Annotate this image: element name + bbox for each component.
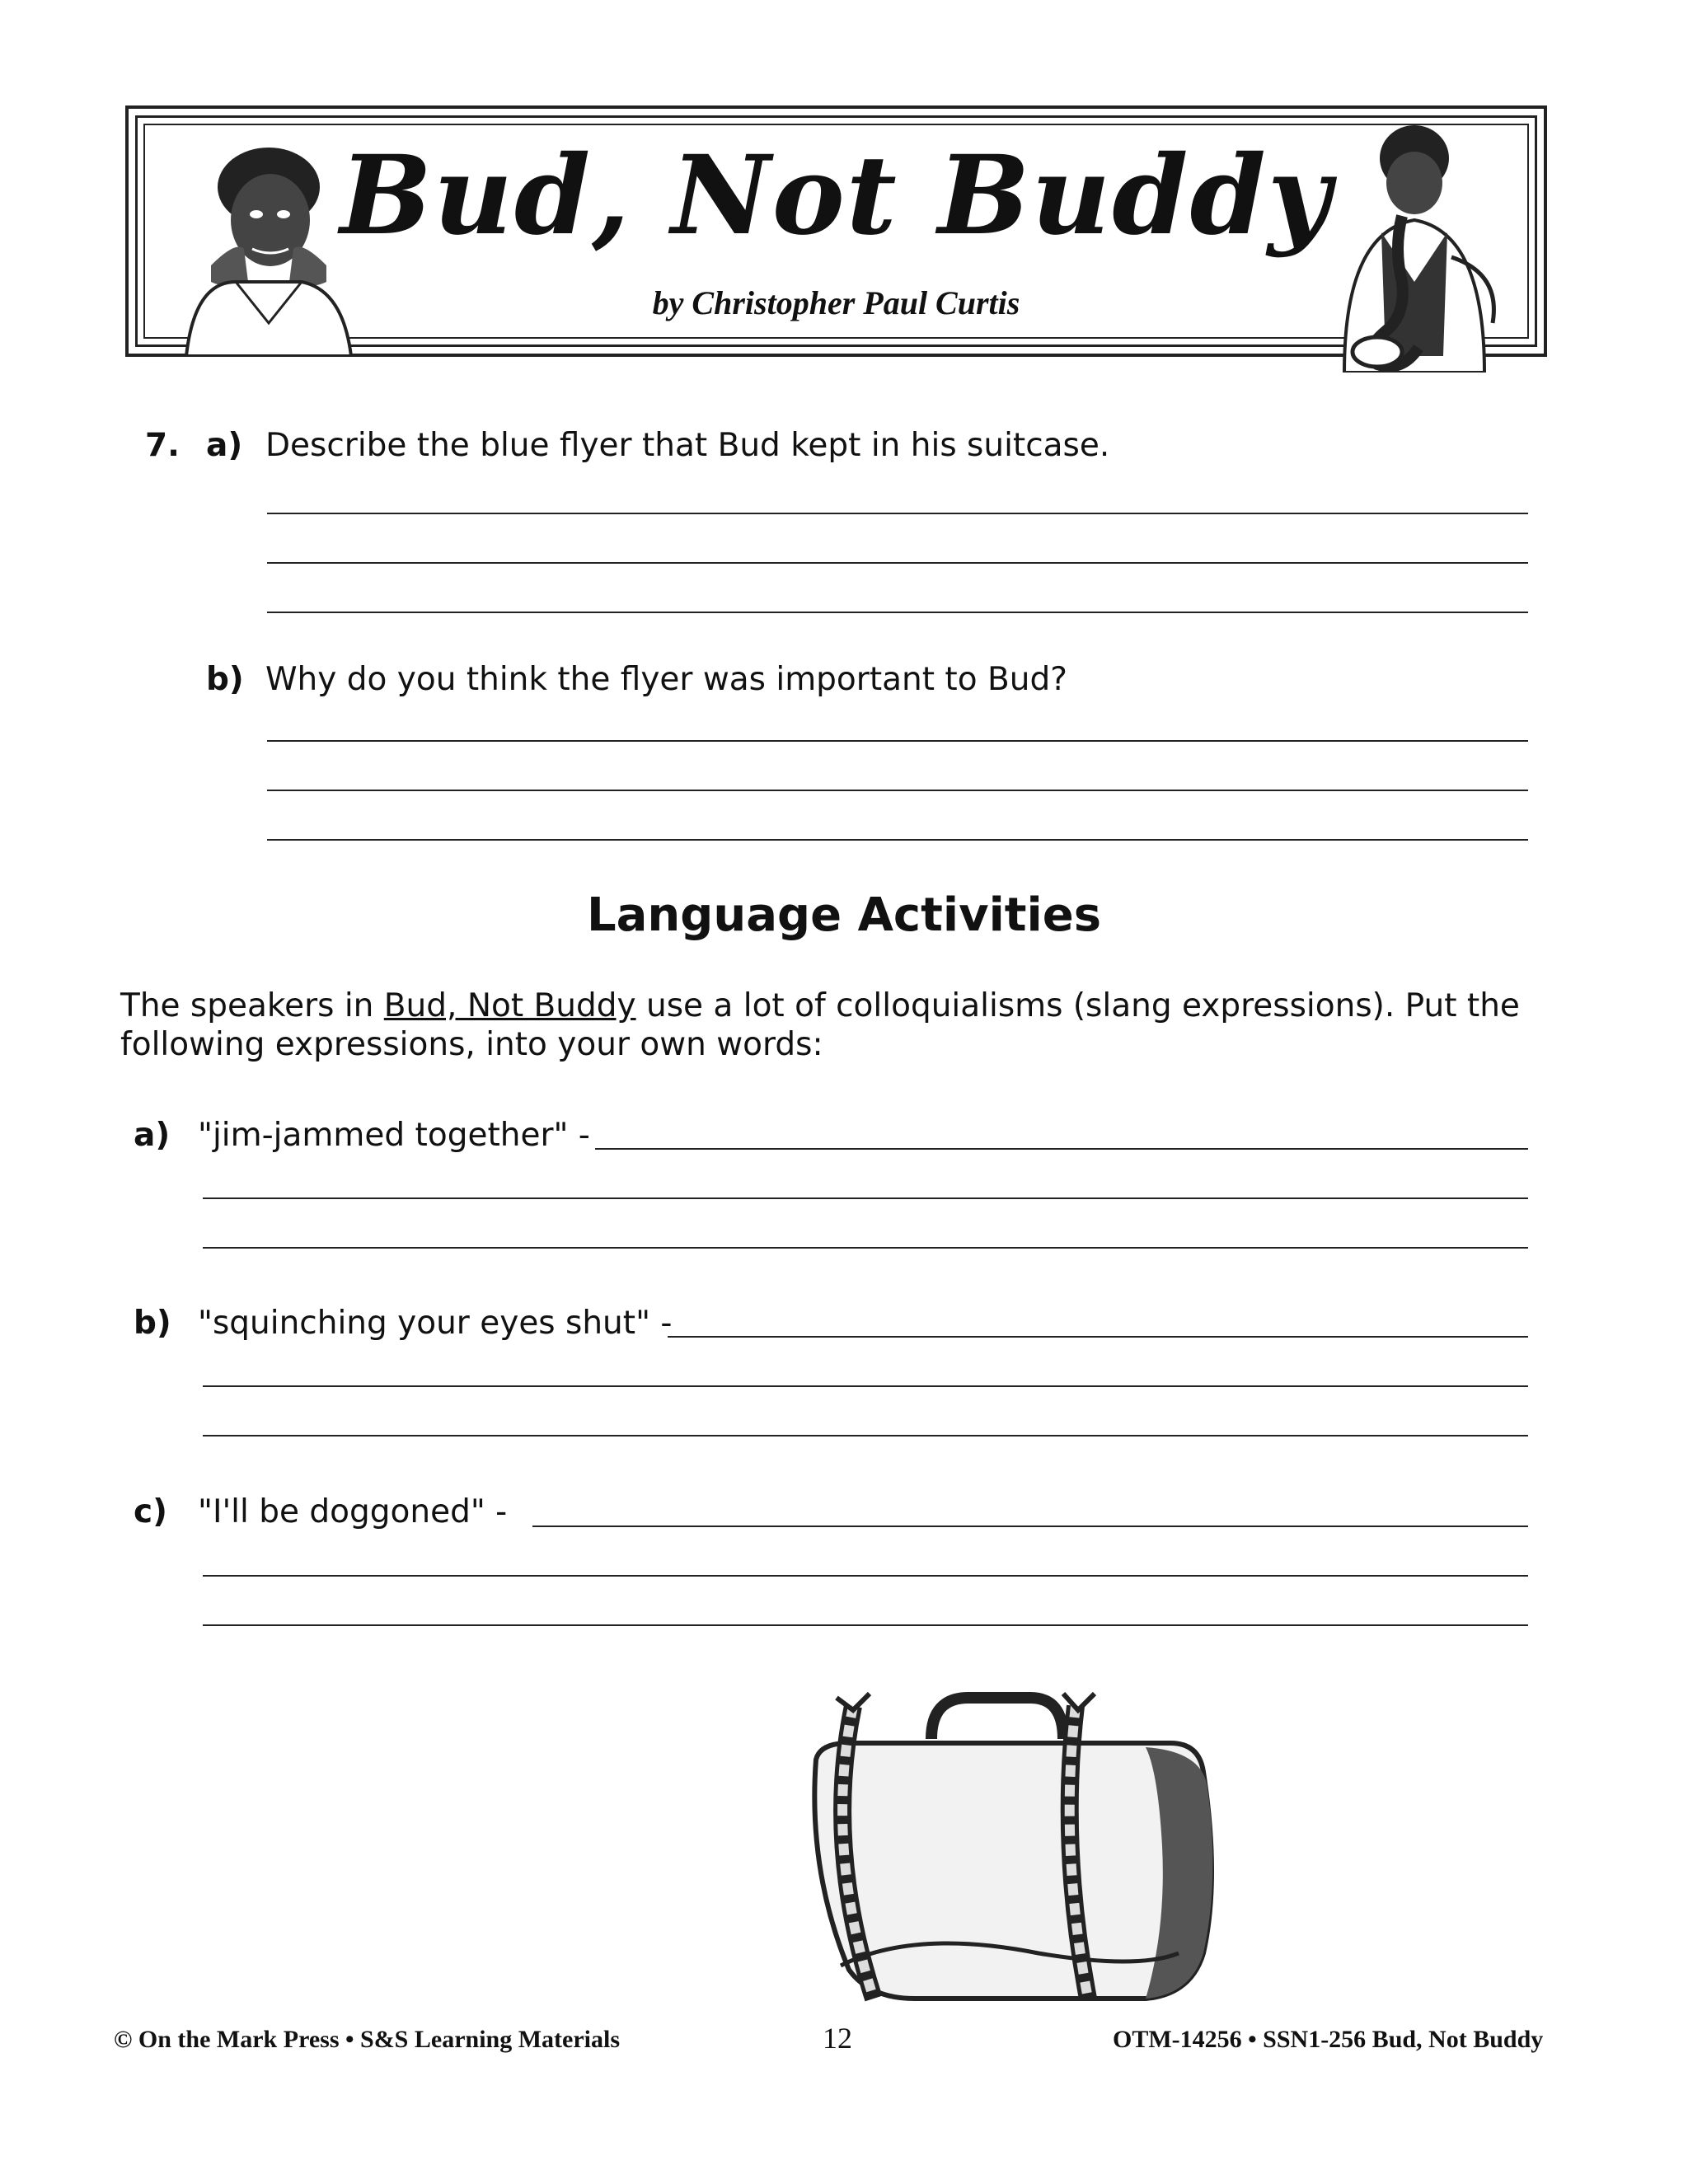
- expression-b-label: b): [134, 1305, 171, 1342]
- footer-publisher: © On the Mark Press • S&S Learning Materials: [114, 2026, 620, 2053]
- author-byline: by Christopher Paul Curtis: [652, 284, 1020, 321]
- answer-line[interactable]: [203, 1197, 1528, 1199]
- section-heading: Language Activities: [586, 888, 1102, 942]
- answer-line[interactable]: [532, 1526, 1528, 1527]
- answer-line[interactable]: [267, 790, 1528, 791]
- answer-line[interactable]: [267, 740, 1528, 742]
- expression-c-text: "I'll be doggoned" -: [198, 1493, 508, 1530]
- answer-line[interactable]: [267, 839, 1528, 841]
- expression-a-label: a): [134, 1117, 171, 1154]
- answer-line[interactable]: [595, 1148, 1528, 1150]
- question-7b-text: Why do you think the flyer was important to Bud?: [265, 661, 1067, 698]
- answer-line[interactable]: [203, 1624, 1528, 1626]
- answer-line[interactable]: [267, 562, 1528, 564]
- expression-b-text: "squinching your eyes shut" -: [198, 1305, 673, 1342]
- question-7a-label: a): [206, 427, 243, 464]
- answer-line[interactable]: [267, 513, 1528, 514]
- question-7b-label: b): [206, 661, 244, 698]
- answer-line[interactable]: [203, 1247, 1528, 1249]
- question-7a-text: Describe the blue flyer that Bud kept in his suitcase.: [265, 427, 1110, 464]
- intro-paragraph-line-1: The speakers in Bud, Not Buddy use a lot of colloquialisms (slang expressions). Put the: [120, 987, 1520, 1024]
- suitcase-illustration: [791, 1681, 1236, 2011]
- answer-line[interactable]: [203, 1435, 1528, 1436]
- book-title: Bud, Not Buddy: [340, 132, 1333, 260]
- answer-line[interactable]: [203, 1575, 1528, 1577]
- title-banner: [125, 105, 1547, 357]
- intro-paragraph-line-2: following expressions, into your own words:: [120, 1026, 823, 1063]
- page-number: 12: [823, 2022, 852, 2055]
- book-title-reference: Bud, Not Buddy: [383, 987, 636, 1024]
- expression-c-label: c): [134, 1493, 167, 1530]
- answer-line[interactable]: [267, 612, 1528, 613]
- answer-line[interactable]: [668, 1336, 1528, 1338]
- question-number: 7.: [145, 427, 180, 464]
- footer-product-code: OTM-14256 • SSN1-256 Bud, Not Buddy: [1113, 2026, 1544, 2053]
- answer-line[interactable]: [203, 1385, 1528, 1387]
- expression-a-text: "jim-jammed together" -: [198, 1117, 590, 1154]
